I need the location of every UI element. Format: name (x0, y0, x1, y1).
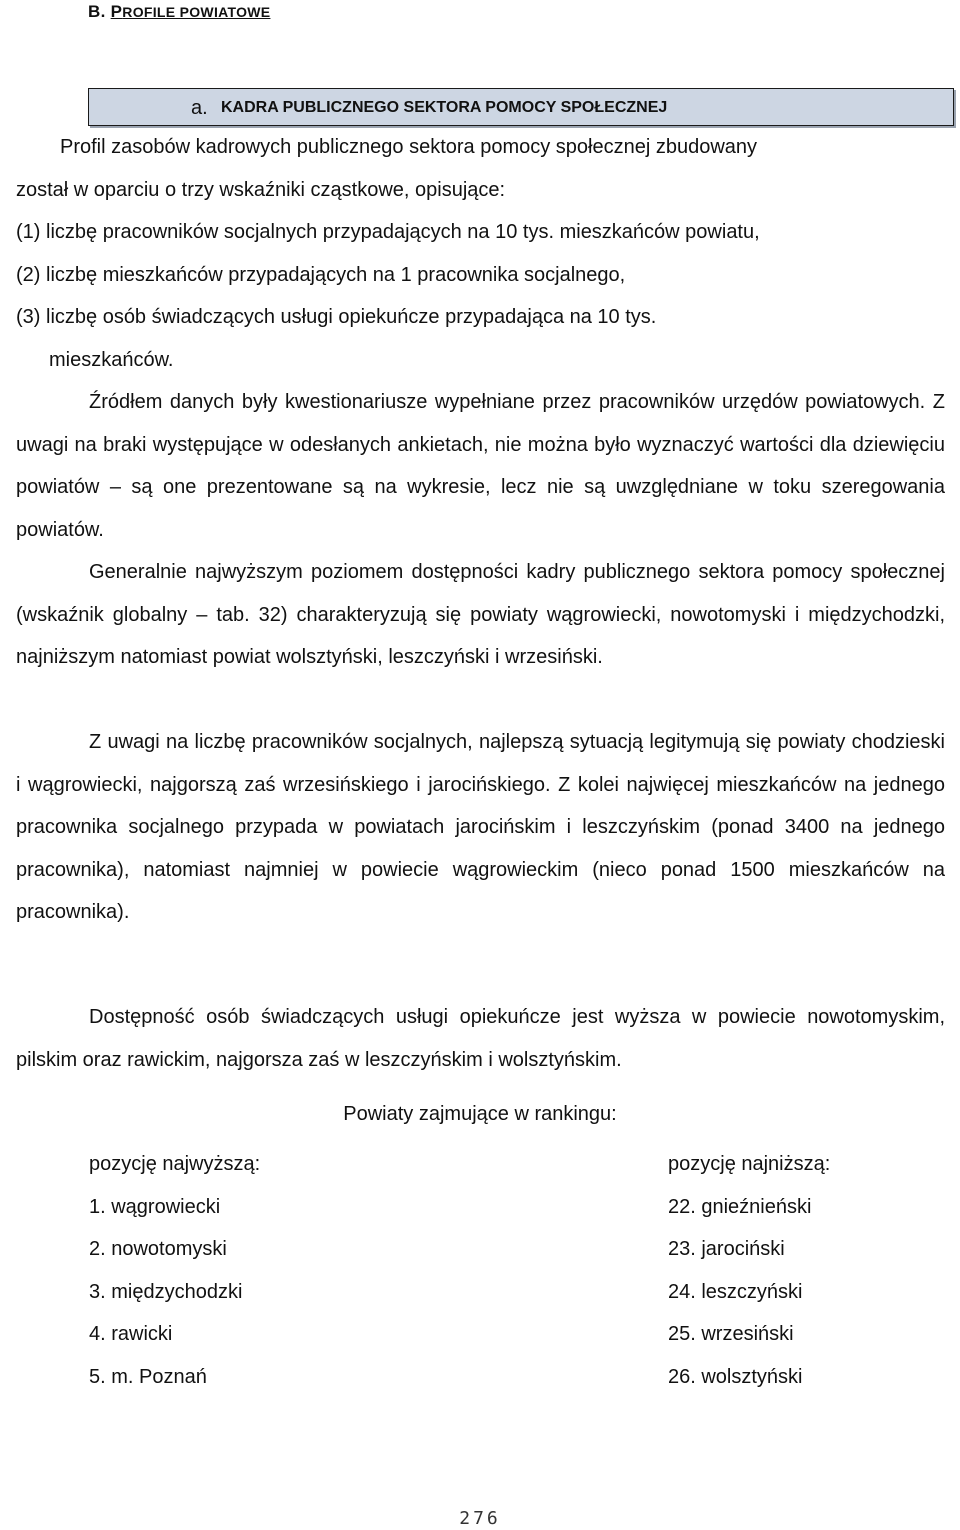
ranking-highest-item: 1. wągrowiecki (89, 1195, 221, 1218)
section-title-first: P (110, 2, 123, 21)
indicator-item-2: (2) liczbę mieszkańców przypadających na 1 pracownika socjalnego, (16, 263, 626, 286)
ranking-highest-column (89, 1143, 260, 1398)
intro-line-1-text: Profil zasobów kadrowych publicznego sektora pomocy społecznej zbudowany (60, 136, 758, 158)
care-services-text: Dostępność osób świadczących usługi opiekuńcze jest wyższa w powiecie nowotomyskim, pilskim oraz rawickim, najgorsza zaś w leszczyńskim i wolsztyńskim. (16, 1006, 945, 1071)
source-paragraph (16, 381, 945, 551)
social-workers-text: Z uwagi na liczbę pracowników socjalnych, najlepszą sytuacją legitymują się powiaty chodzieski i wągrowiecki, najgorszą zaś wrzesińskiego i jarocińskiego. Z kolei najwięcej mieszkańców na jednego pracownika socjalnego przypada w powiatach jarocińskim i leszczyńskim (ponad 3400 na jednego pracownika), natomiast najmniej w powiecie wągrowieckim (nieco ponad 1500 mieszkańców na pracownika). (16, 731, 945, 923)
ranking-lowest-item: 22. gnieźnieński (668, 1195, 812, 1218)
indicator-item-1: (1) liczbę pracowników socjalnych przypadających na 10 tys. mieszkańców powiatu, (16, 221, 760, 243)
indicator-item-3-cont: mieszkańców. (49, 348, 174, 371)
section-letter: B. (88, 2, 106, 21)
intro-line-2: został w oparciu o trzy wskaźniki cząstkowe, opisujące: (16, 178, 506, 201)
section-heading (88, 2, 270, 22)
global-indicator-paragraph (16, 551, 945, 679)
global-indicator-text: Generalnie najwyższym poziomem dostępności kadry publicznego sektora pomocy społecznej (wskaźnik globalny – tab. 32) charakteryzują się powiaty wągrowiecki, nowotomyski i międzychodzki, najniższym natomiast powiat wolsztyński, leszczyński i wrzesiński. (16, 561, 945, 668)
ranking-lowest-item: 26. wolsztyński (668, 1365, 803, 1388)
indicator-item-3: (3) liczbę osób świadczących usługi opiekuńcze przypadająca na 10 tys. (16, 306, 657, 328)
ranking-lowest-item: 24. leszczyński (668, 1280, 803, 1303)
section-title (111, 2, 271, 21)
ranking-lowest-item: 25. wrzesiński (668, 1323, 794, 1345)
ranking-lowest-item: 23. jarociński (668, 1238, 785, 1260)
ranking-highest-header: pozycję najwyższą: (89, 1153, 261, 1175)
chapter-banner (88, 88, 954, 126)
ranking-title: Powiaty zajmujące w rankingu: (343, 1103, 617, 1125)
section-title-rest: ROFILE POWIATOWE (122, 4, 271, 20)
care-services-paragraph (16, 996, 945, 1081)
ranking-highest-item: 2. nowotomyski (89, 1238, 227, 1260)
intro-line-1 (16, 126, 945, 169)
banner-prefix: a. (191, 97, 208, 119)
ranking-lowest-column (668, 1143, 830, 1398)
banner-title: KADRA PUBLICZNEGO SEKTORA POMOCY SPOŁECZNEJ (221, 99, 668, 116)
intro-paragraph (16, 126, 945, 381)
ranking-highest-item: 5. m. Poznań (89, 1365, 207, 1388)
ranking-lowest-header: pozycję najniższą: (668, 1153, 831, 1175)
source-paragraph-text: Źródłem danych były kwestionariusze wypełniane przez pracowników urzędów powiatowych. Z uwagi na braki występujące w odesłanych ankietach, nie można było wyznaczyć wartości dla dziewięciu powiatów – są one prezentowane są na wykresie, lecz nie są uwzględniane w toku szeregowania powiatów. (16, 391, 945, 541)
ranking-highest-item: 4. rawicki (89, 1323, 173, 1345)
social-workers-paragraph (16, 721, 945, 934)
ranking-highest-item: 3. międzychodzki (89, 1280, 243, 1303)
page-number: 276 (459, 1508, 501, 1529)
